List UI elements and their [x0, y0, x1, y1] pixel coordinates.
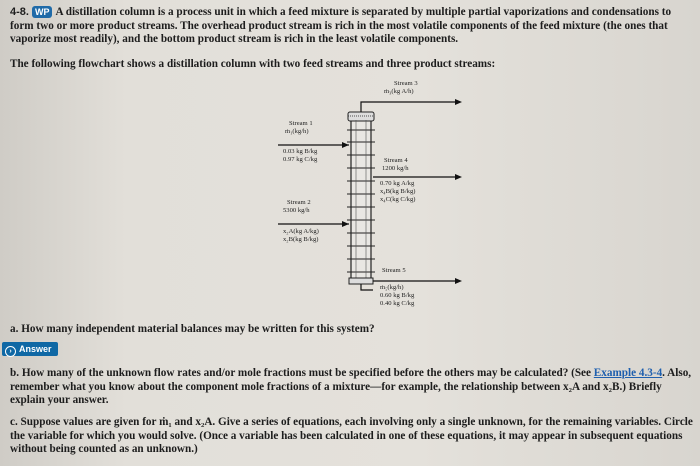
wp-badge[interactable]: WP — [32, 6, 53, 18]
stream1-composition: 0.03 kg B/kg 0.97 kg C/kg — [283, 148, 318, 163]
flow-caption: The following flowchart shows a distillation column with two feed streams and three product streams: — [10, 58, 496, 70]
problem-number: 4-8. — [10, 6, 29, 18]
question-c: c. Suppose values are given for ṁ₁ and x₂A. Give a series of equations, each involving only a single unknown, for the remaining variables. Circle the variable for which you would solve. (Once a variable has been calculated in one of these equations, it may appear in subsequent equations without being counted as an unknown.) — [10, 416, 693, 456]
stream2-composition: x₂A(kg A/kg) x₂B(kg B/kg) — [283, 228, 319, 243]
stream5-line — [361, 284, 373, 290]
answer-button[interactable]: › Answer — [2, 342, 58, 356]
column-bottom — [349, 278, 373, 284]
column-top — [348, 112, 374, 121]
question-b: b. How many of the unknown flow rates and/or mole fractions must be specified before the others may be calculated? (See Example 4.3-4. Also, remember what you know about the component mole fractions of a mixture—for example, the relationship between x₂A and x₂B.) Briefly explain your answer. — [10, 367, 692, 407]
stream1-label: Stream 1 ṁ₁(kg/h) — [285, 120, 313, 135]
stream3-line — [361, 102, 455, 112]
problem-lead: A distillation column — [55, 6, 155, 18]
stream5-label: Stream 5 — [382, 267, 406, 274]
problem-text: is a process unit in which a feed mixture is separated by multiple partial vaporizations and condensations to form two or more product streams. The overhead product stream is rich in the most volatile components of the feed mixture (the ones that vaporize most readily), and the bottom product stream is rich in the least volatile components. — [10, 6, 672, 46]
stream4-label: Stream 4 1200 kg/h — [382, 157, 409, 172]
stream3-label: Stream 3 ṁ₃(kg A/h) — [384, 80, 418, 95]
example-link[interactable]: Example 4.3-4 — [593, 367, 663, 379]
stream2-label: Stream 2 5300 kg/h — [283, 199, 311, 214]
question-a: a. How many independent material balances may be written for this system? — [10, 323, 375, 335]
stream5-composition: ṁ₅(kg/h) 0.60 kg B/kg 0.40 kg C/kg — [380, 284, 415, 307]
chevron-right-icon: › — [5, 346, 16, 357]
stream4-composition: 0.70 kg A/kg x₄B(kg B/kg) x₄C(kg C/kg) — [380, 180, 416, 203]
